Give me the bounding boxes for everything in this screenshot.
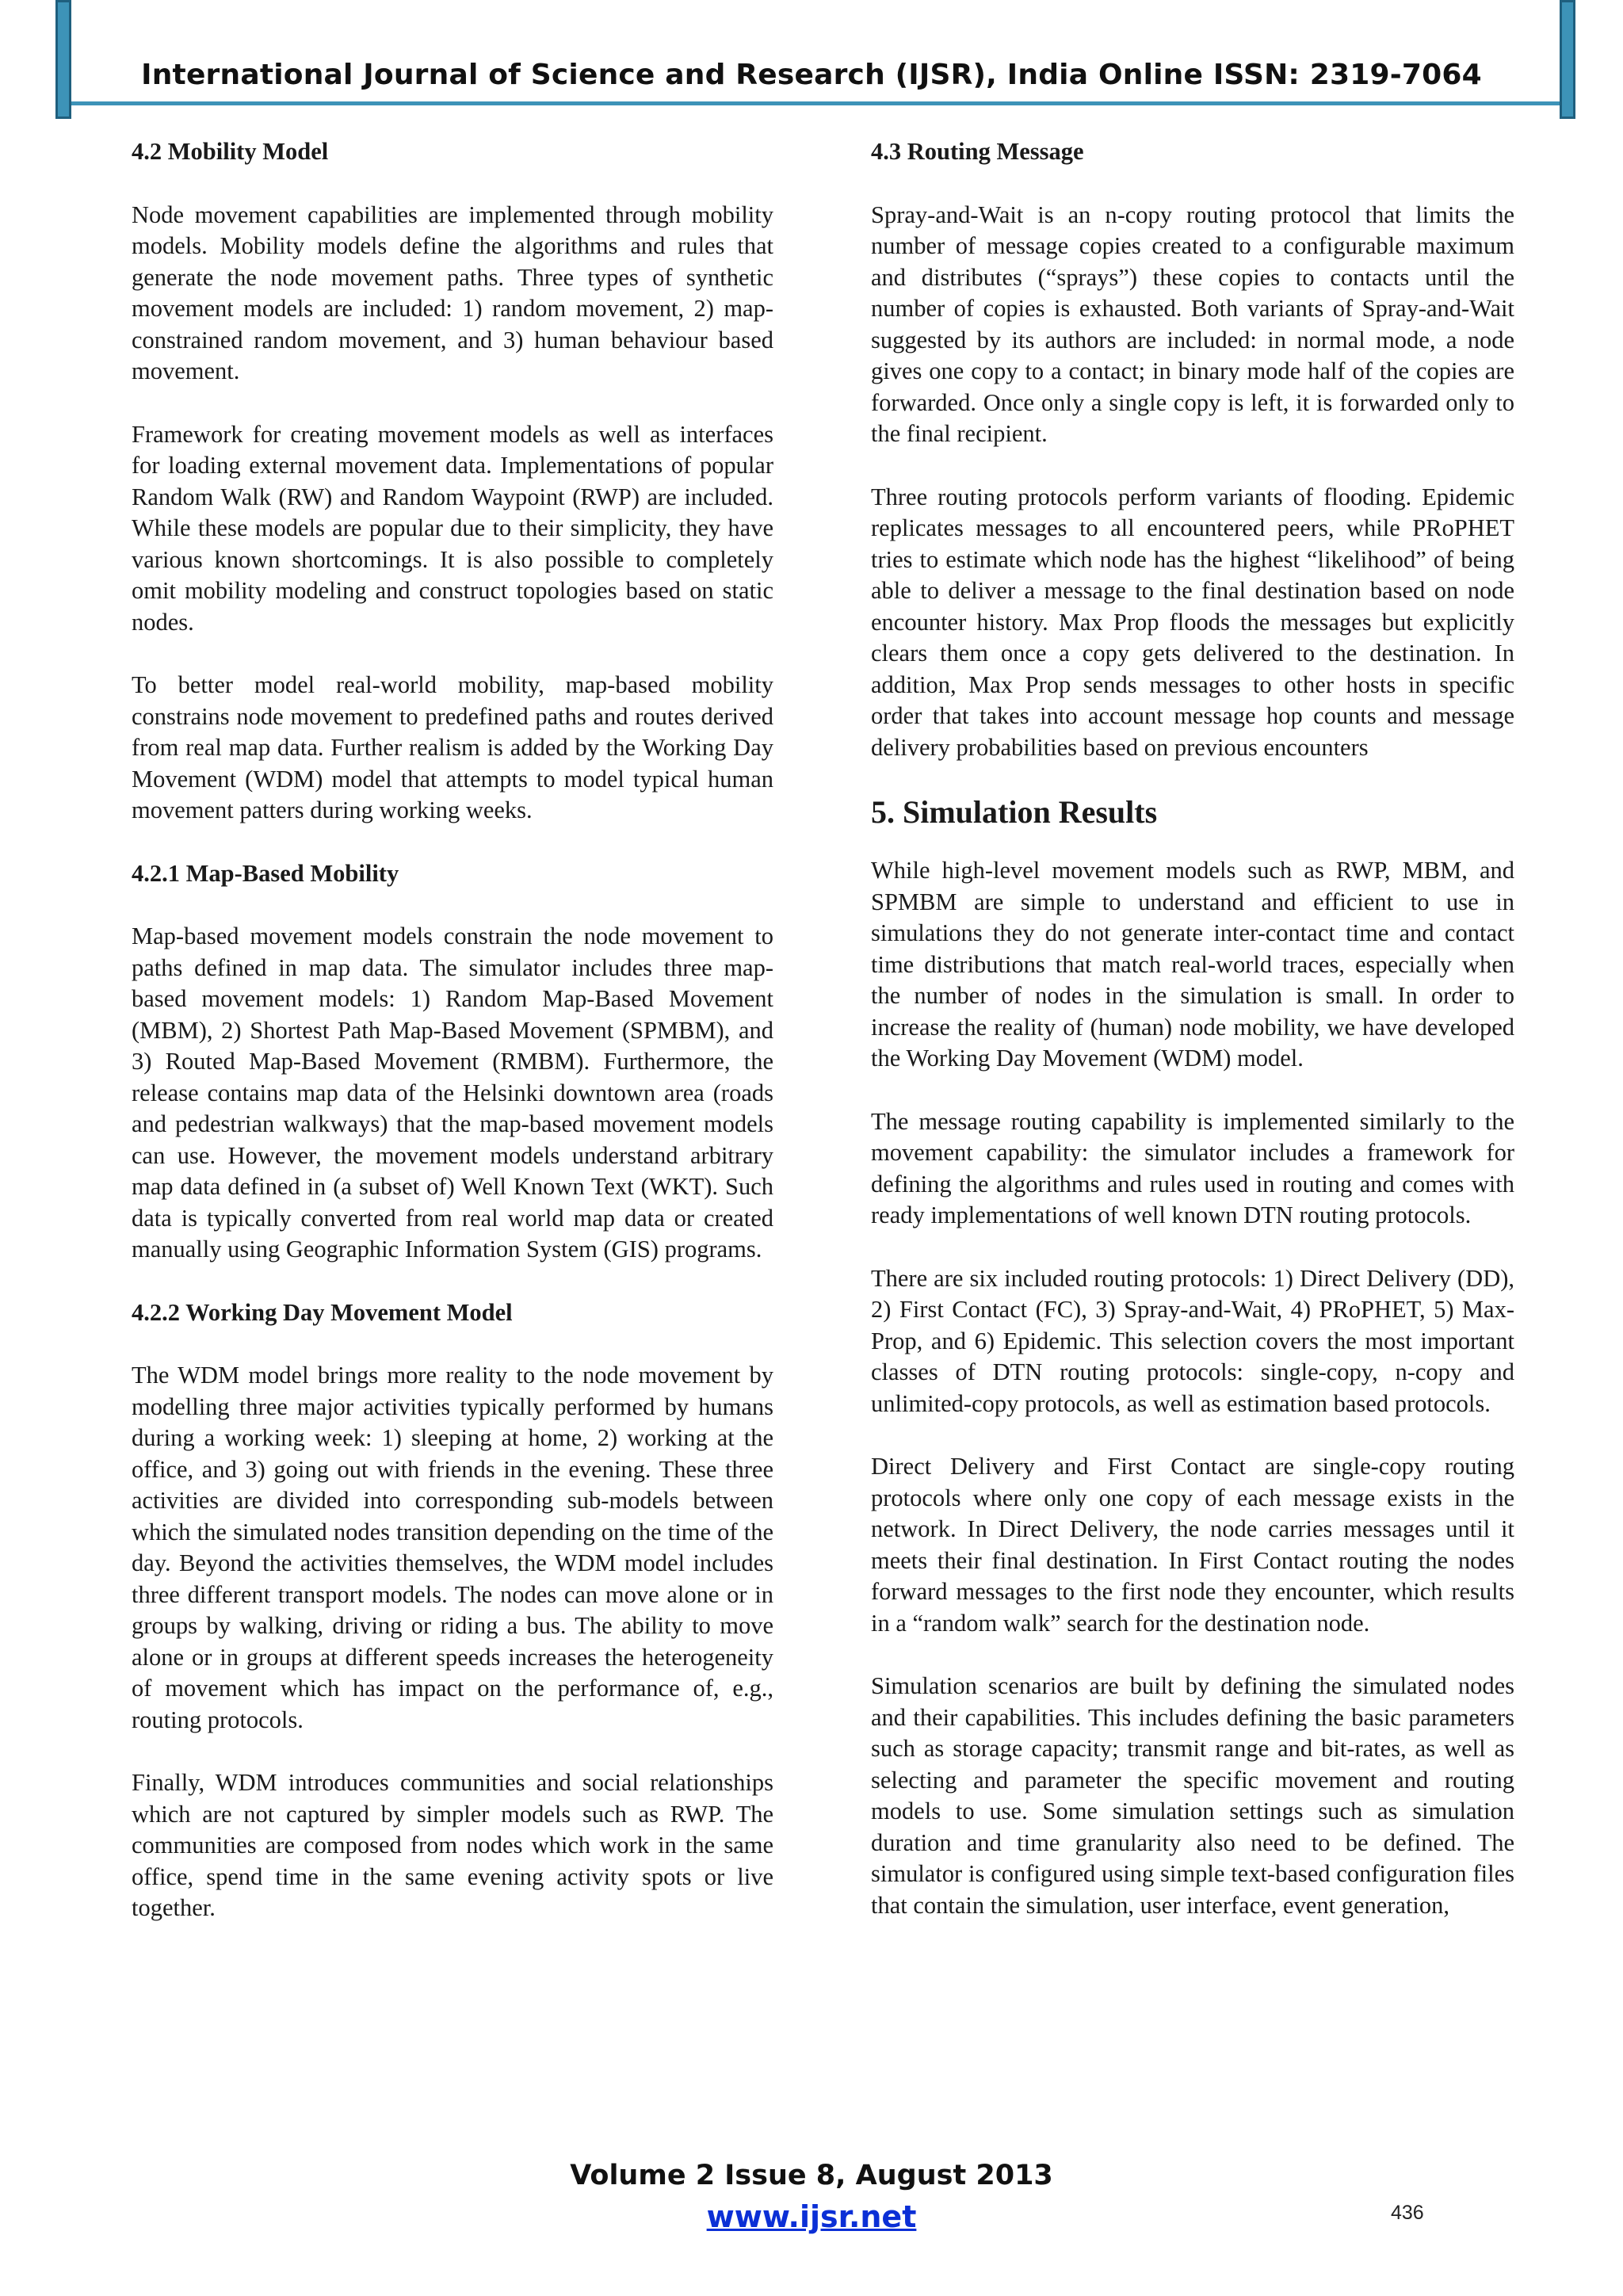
section-4-2-2-heading: 4.2.2 Working Day Movement Model [132,1298,513,1326]
footer-issue: Volume 2 Issue 8, August 2013 [570,2160,1053,2191]
paragraph: The WDM model brings more reality to the node movement by modelling three major activities typically performed by humans during a working week: 1) sleeping at home, 2) working at the office, and 3) going out with friends in the evening. These three activities are divided into corresponding sub-models between which the simulated nodes transition depending on the time of the day. Beyond the activities themselves, the WDM model includes three different transport models. The nodes can move alone or in groups by walking, driving or riding a bus. The ability to move alone or in groups at different speeds increases the heterogeneity of movement which has impact on the performance of, e.g., routing protocols. [132,1362,773,1733]
section-4-2-1-heading: 4.2.1 Map-Based Mobility [132,859,399,887]
section-4-2-heading: 4.2 Mobility Model [132,138,329,165]
paragraph: Spray-and-Wait is an n-copy routing protocol that limits the number of message copies created to a configurable maximum and distributes (“sprays”) these copies to contacts until the number of copies is exhausted. Both variants of Spray-and-Wait suggested by its authors are included: in normal mode, a node gives one copy to a contact; in binary mode half of the copies are forwarded. Once only a single copy is left, it is forwarded only to the final recipient. [871,201,1514,447]
paragraph: Simulation scenarios are built by defining the simulated nodes and their capabilities. This includes defining the basic parameters such as storage capacity; transmit range and bit-rates, as well as selecting and parameter the specific movement and routing models to use. Some simulation settings such as simulation duration and time granularity also need to be defined. The simulator is configured using simple text-based configuration files that contain the simulation, user interface, event generation, [871,1672,1514,1919]
paragraph: There are six included routing protocols: 1) Direct Delivery (DD), 2) First Contact (FC), 3) Spray-and-Wait, 4) PRoPHET, 5) Max-Prop, and 6) Epidemic. This selection covers the most important classes of DTN routing protocols: single-copy, n-copy and unlimited-copy protocols, as well as estimation based protocols. [871,1264,1514,1417]
paragraph: Map-based movement models constrain the node movement to paths defined in map data. The simulator includes three map-based movement models: 1) Random Map-Based Movement (MBM), 2) Shortest Path Map-Based Movement (SPMBM), and 3) Routed Map-Based Movement (RMBM). Furthermore, the release contains map data of the Helsinki downtown area (roads and pedestrian walkways) that the map-based movement models can use. However, the movement models understand arbitrary map data defined in (a subset of) Well Known Text (WKT). Such data is typically converted from real world map data or created manually using Geographic Information System (GIS) programs. [132,923,773,1263]
paragraph: Finally, WDM introduces communities and social relationships which are not captured by simpler models such as RWP. The communities are composed from nodes which work in the same office, spend time in the same evening activity spots or live together. [132,1769,773,1921]
paragraph: Three routing protocols perform variants of flooding. Epidemic replicates messages to all encountered peers, while PRoPHET tries to estimate which node has the highest “likelihood” of being able to deliver a message to the final destination based on node encounter history. Max Prop floods the messages but explicitly clears them once a copy gets delivered to the destination. In addition, Max Prop sends messages to other hosts in specific order that takes into account message hop counts and message delivery probabilities based on previous encounters [871,483,1514,761]
paragraph: Framework for creating movement models as well as interfaces for loading external movement data. Implementations of popular Random Walk (RW) and Random Waypoint (RWP) are included. While these models are popular due to their simplicity, they have various known shortcomings. It is also possible to completely omit mobility modeling and construct topologies based on static nodes. [132,420,773,636]
right-column [871,136,1514,1953]
section-5-heading: 5. Simulation Results [871,794,1158,830]
section-4-3-heading: 4.3 Routing Message [871,138,1084,165]
paragraph: Direct Delivery and First Contact are single-copy routing protocols where only one copy of each message exists in the network. In Direct Delivery, the node carries messages until it meets their final destination. In First Contact routing the nodes forward messages to the first node they encounter, which results in a “random walk” search for the destination node. [871,1453,1514,1637]
header-rule [71,101,1560,105]
paragraph: While high-level movement models such as RWP, MBM, and SPMBM are simple to understand and efficient to use in simulations they do not generate inter-contact time and contact time distributions that match real-world traces, especially when the number of nodes in the simulation is small. In order to increase the reality of (human) node mobility, we have developed the Working Day Movement (WDM) model. [871,857,1514,1072]
left-column [132,136,773,1956]
journal-website-link[interactable]: www.ijsr.net [706,2199,917,2234]
page-number: 436 [1391,2202,1424,2224]
paragraph: To better model real-world mobility, map-based mobility constrains node movement to predefined paths and routes derived from real map data. Further realism is added by the Working Day Movement (WDM) model that attempts to model typical human movement patters during working weeks. [132,671,773,823]
paragraph: Node movement capabilities are implemented through mobility models. Mobility models define the algorithms and rules that generate the node movement paths. Three types of synthetic movement models are included: 1) random movement, 2) map-constrained random movement, and 3) human behaviour based movement. [132,201,773,384]
journal-title: International Journal of Science and Research (IJSR), India Online ISSN: 2319-7064 [141,59,1482,91]
paragraph: The message routing capability is implemented similarly to the movement capability: the simulator includes a framework for defining the algorithms and rules used in routing and comes with ready implementations of well known DTN routing protocols. [871,1107,1514,1228]
